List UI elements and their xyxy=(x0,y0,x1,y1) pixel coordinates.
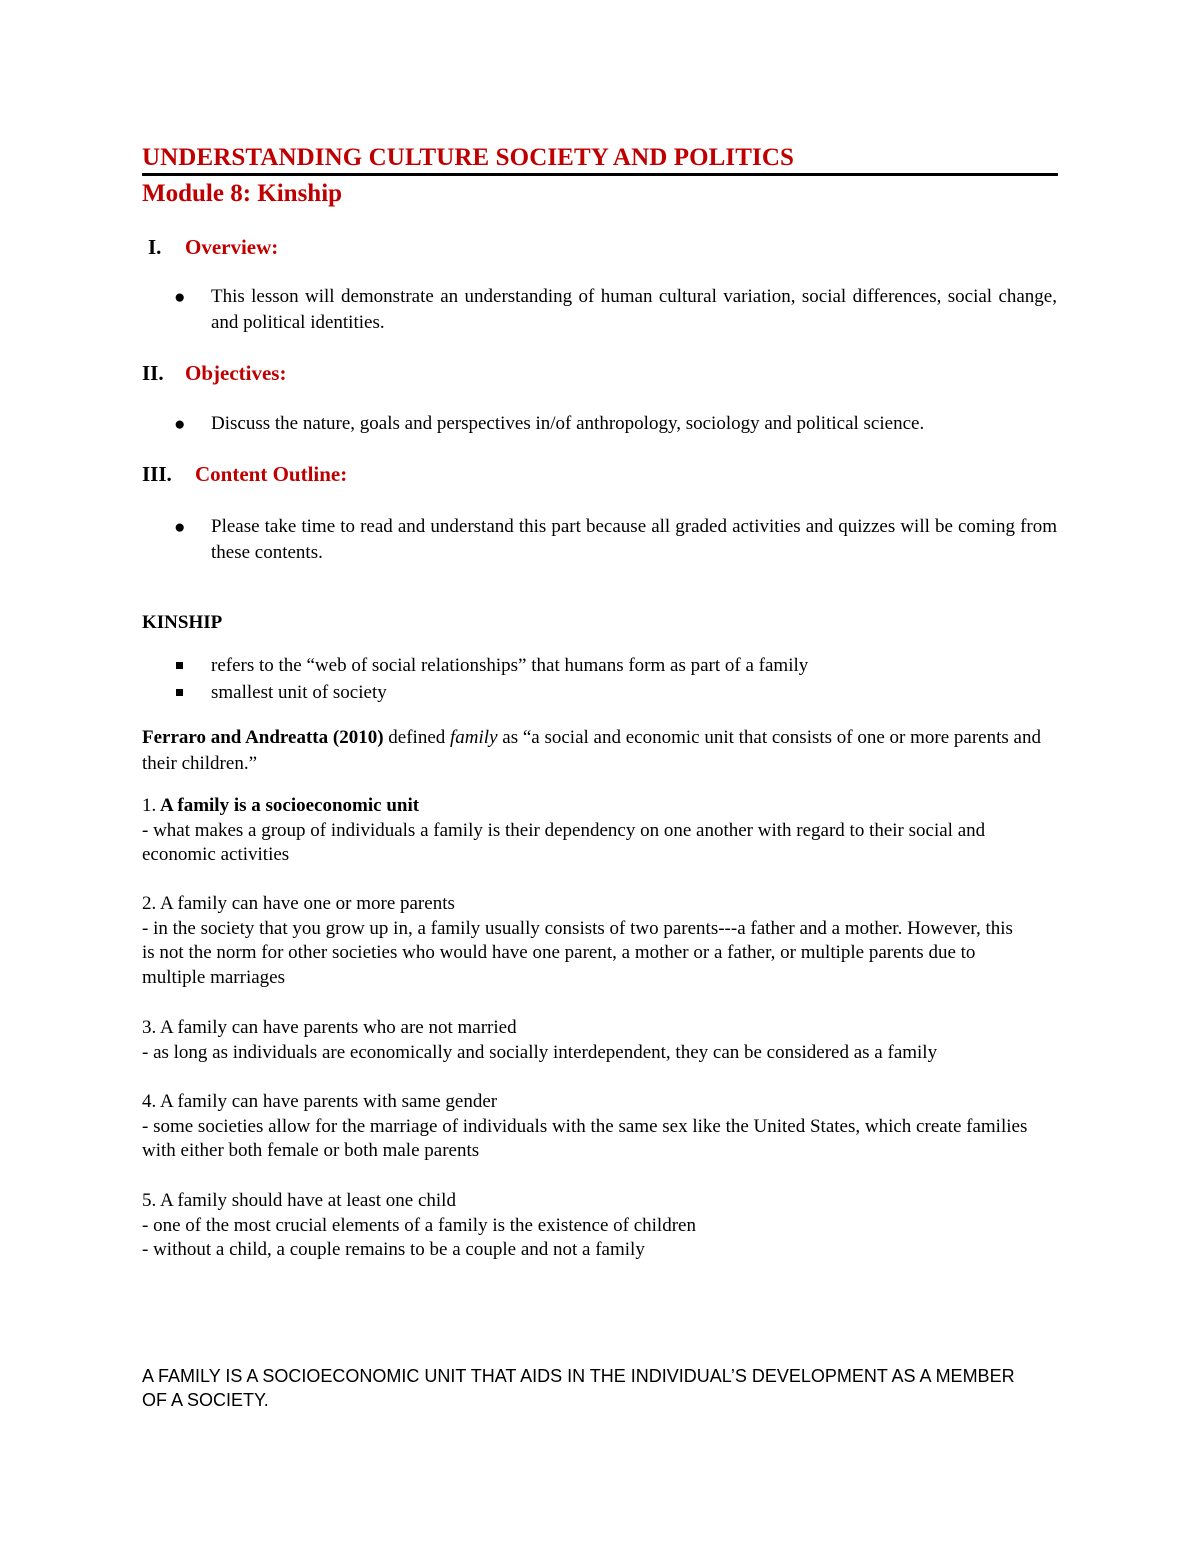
bullet-dot-icon: ● xyxy=(174,517,186,538)
module-title: Module 8: Kinship xyxy=(142,180,343,207)
point-2 xyxy=(142,892,1027,990)
point-title: 4. A family can have parents with same gender xyxy=(142,1091,498,1112)
point-3 xyxy=(142,1016,1062,1065)
kinship-item-text: smallest unit of society xyxy=(211,682,387,703)
section-content-outline-heading xyxy=(142,462,347,487)
bullet-dot-icon: ● xyxy=(174,287,186,308)
definition-term: family xyxy=(450,727,498,748)
point-line: - one of the most crucial elements of a family is the existence of children xyxy=(142,1214,696,1236)
point-5 xyxy=(142,1189,1042,1263)
definition-text: defined xyxy=(383,727,451,748)
point-title xyxy=(142,794,1042,819)
point-title-text: A family is a socioeconomic unit xyxy=(156,795,420,816)
point-number: 1. xyxy=(142,795,157,816)
point-line: - in the society that you grow up in, a family usually consists of two parents---a father and a mother. However, this is not the norm for other societies who would have one parent, a mother or a father, or multiple parents due to multiple marriages xyxy=(142,917,1013,988)
square-bullet-icon xyxy=(176,689,183,696)
section-number: III. xyxy=(142,462,172,486)
point-title: 3. A family can have parents who are not married xyxy=(142,1017,517,1038)
overview-bullet xyxy=(174,284,1057,336)
point-4 xyxy=(142,1090,1032,1164)
section-label: Overview: xyxy=(185,235,279,259)
definition-text: as “a social and economic unit that consists of one or more parents and their children.” xyxy=(142,727,1041,774)
overview-text: This lesson will demonstrate an understanding of human cultural variation, social differences, social change, and political identities. xyxy=(211,286,1057,333)
closing-statement: A FAMILY IS A SOCIOECONOMIC UNIT THAT AIDS IN THE INDIVIDUAL’S DEVELOPMENT AS A MEMBER OF A SOCIETY. xyxy=(142,1366,1015,1410)
section-overview-heading xyxy=(148,235,278,260)
section-number: II. xyxy=(142,361,164,385)
definition-source: Ferraro and Andreatta (2010) xyxy=(142,727,384,748)
section-objectives-heading xyxy=(142,361,286,386)
kinship-item xyxy=(211,681,1051,706)
bullet-dot-icon: ● xyxy=(174,414,186,435)
point-line: - what makes a group of individuals a family is their dependency on one another with regard to their social and economic activities xyxy=(142,819,986,865)
point-line: - as long as individuals are economically and socially interdependent, they can be considered as a family xyxy=(142,1041,938,1063)
content-outline-text: Please take time to read and understand this part because all graded activities and quizzes will be coming from these contents. xyxy=(211,516,1057,563)
point-title: 5. A family should have at least one child xyxy=(142,1190,456,1211)
objectives-bullet xyxy=(174,411,1061,437)
content-outline-bullet xyxy=(174,514,1057,566)
family-definition xyxy=(142,725,1062,777)
kinship-heading: KINSHIP xyxy=(142,612,223,633)
kinship-item xyxy=(211,654,1051,679)
point-1 xyxy=(142,794,1042,868)
document-title: UNDERSTANDING CULTURE SOCIETY AND POLITICS xyxy=(142,144,795,171)
section-number: I. xyxy=(148,235,162,259)
objectives-text: Discuss the nature, goals and perspectives in/of anthropology, sociology and political science. xyxy=(211,413,925,434)
title-underline xyxy=(142,173,1058,176)
point-title: 2. A family can have one or more parents xyxy=(142,893,455,914)
section-label: Objectives: xyxy=(185,361,287,385)
kinship-item-text: refers to the “web of social relationships” that humans form as part of a family xyxy=(211,655,809,676)
point-line: - without a child, a couple remains to be a couple and not a family xyxy=(142,1239,645,1260)
point-line: - some societies allow for the marriage of individuals with the same sex like the United States, which create families with either both female or both male parents xyxy=(142,1115,1028,1161)
square-bullet-icon xyxy=(176,662,183,669)
section-label: Content Outline: xyxy=(195,462,348,486)
